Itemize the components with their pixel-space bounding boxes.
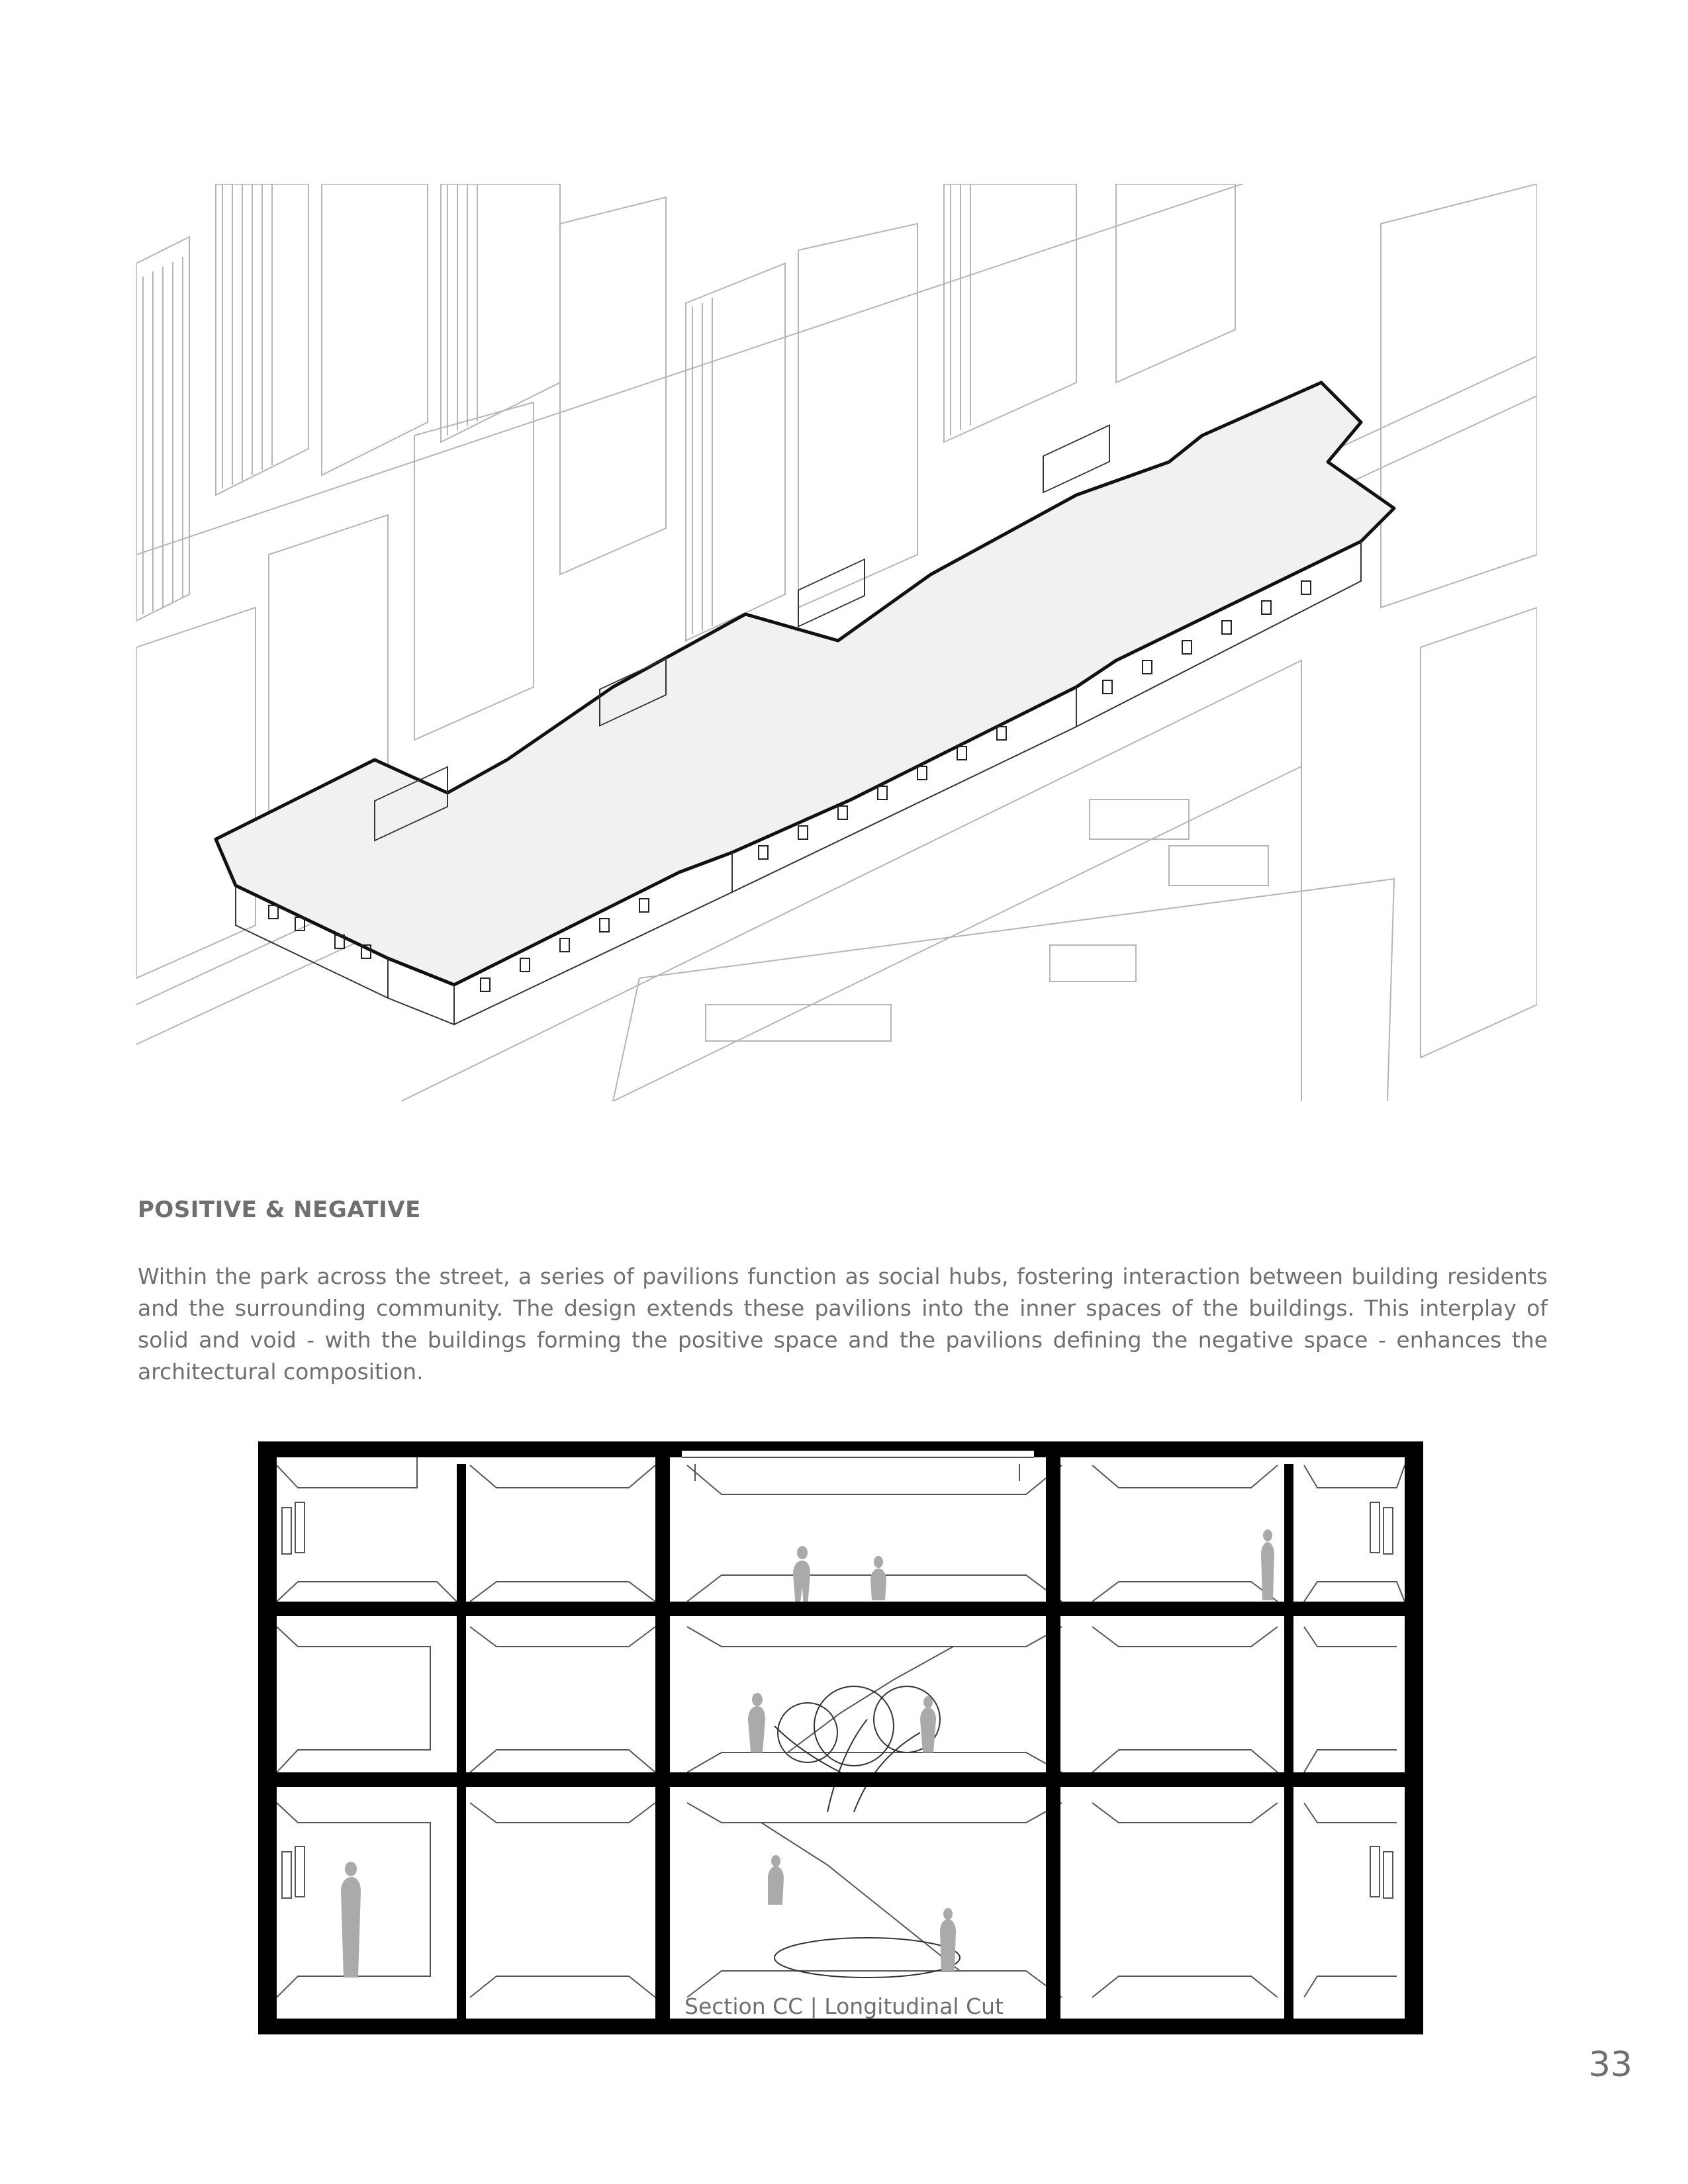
building-massing	[216, 383, 1394, 985]
context-tower	[944, 184, 1076, 442]
context-tower	[441, 184, 560, 442]
context-tower	[322, 184, 428, 475]
section-cc-drawing	[258, 1441, 1423, 2034]
person-silhouette	[920, 1707, 936, 1752]
person-silhouette	[940, 1919, 956, 1971]
foreground-building	[613, 879, 1394, 1101]
context-tower	[414, 402, 534, 740]
axonometric-site-drawing	[136, 184, 1537, 1101]
person-silhouette	[870, 1569, 886, 1600]
park-pavilion	[1050, 945, 1136, 981]
person-silhouette	[793, 1561, 810, 1607]
page-number: 33	[1588, 2045, 1632, 2085]
courtyard-void	[1043, 426, 1109, 493]
context-tower	[686, 263, 785, 641]
context-tower	[1421, 608, 1537, 1058]
context-tower	[1381, 184, 1537, 608]
body-paragraph: Within the park across the street, a series of pavilions function as social hubs, fostering interaction between building residents and the surrounding community. The design extends these pavilions into the inner spaces of the buildings. This interplay of solid and void - with the buildings forming the positive space and the pavilions defining the negative space - enhances the architectural composition.	[138, 1263, 1548, 1385]
person-silhouette	[768, 1866, 784, 1905]
park-pavilion	[1090, 799, 1189, 839]
context-tower	[136, 608, 256, 978]
person-silhouette	[748, 1706, 765, 1752]
context-tower	[1116, 184, 1235, 383]
person-silhouette	[341, 1877, 361, 1978]
section-caption: Section CC | Longitudinal Cut	[684, 1993, 1004, 2019]
context-tower	[798, 224, 917, 608]
person-silhouette	[1261, 1542, 1274, 1600]
context-tower	[560, 197, 666, 574]
section-heading: POSITIVE & NEGATIVE	[138, 1197, 421, 1223]
park-pavilion	[1169, 846, 1268, 886]
